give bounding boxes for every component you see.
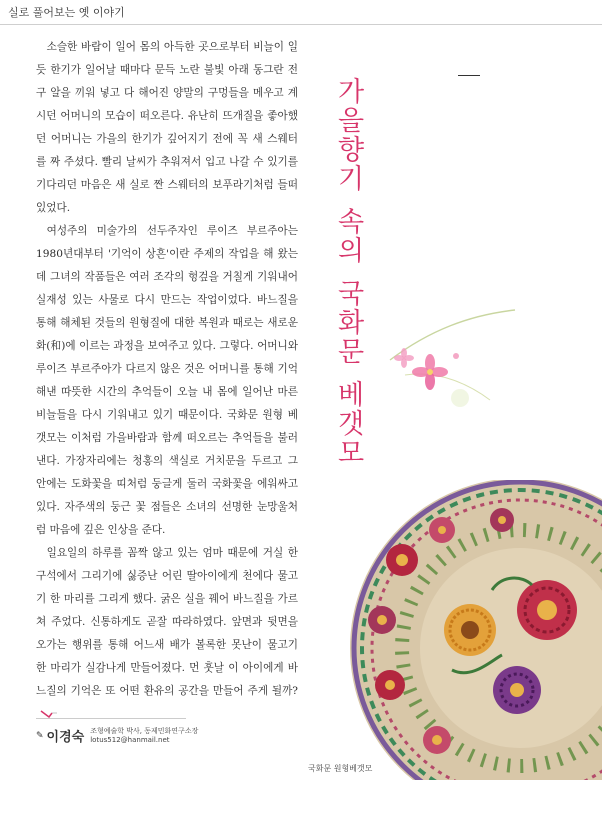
chrysanthemum-pillow-end-image: [342, 480, 602, 780]
author-email[interactable]: lotus512@hanmail.net: [90, 735, 170, 744]
title-char: 속: [337, 207, 365, 238]
paragraph-3: [36, 542, 298, 726]
image-caption: 국화문 원형베갯모: [308, 764, 373, 773]
title-char: 문: [337, 337, 365, 368]
header-divider: [0, 24, 602, 25]
author-divider: [36, 718, 186, 719]
title-char: 베: [337, 380, 365, 411]
needle-end-icon: [40, 710, 58, 718]
title-char: 의: [337, 236, 365, 267]
author-name: 이경숙: [46, 730, 85, 745]
title-char: 국: [337, 279, 365, 310]
title-char: 향: [337, 135, 365, 166]
title-char: 화: [337, 308, 365, 339]
paragraph-3-text: 일요일의 하루를 꼼짝 않고 있는 엄마 때문에 거실 한구석에서 그리기에 싫증난 어린 딸아이에게 천에다 물고기 한 마리를 그리게 했다. 굵은 실을 꿰어 바느질을 가르쳐 주었다. 신통하게도 곧잘 따라하였다. 앞면과 뒷면을 오가는 행위를 통해 어느새 배가 볼록한 못난이 물고기 한 마리가 실감나게 만들어졌다. 먼 훗날 이 아이에게 바느질의 기억은 또 어떤 환유의 공간을 만들어 주게 될까?: [36, 547, 298, 697]
flower-illustration: [360, 300, 520, 430]
title-rule: [458, 75, 480, 76]
author-credit: [36, 726, 198, 745]
title-char: 가: [337, 77, 365, 108]
article-body: [36, 36, 298, 726]
section-title: 실로 풀어보는 옛 이야기: [8, 6, 125, 19]
paragraph-1: 소슬한 바람이 일어 몸의 아득한 곳으로부터 비늘이 일듯 한기가 일어날 때마다 문득 노란 불빛 아래 동그란 전구 알을 끼워 넣고 다 해어진 양말의 구멍들을 메우고 계시던 어머니의 모습이 떠오른다. 유난히 뜨개질을 좋아했던 어머니는 가을의 한기가 깊어지기 전에 꼭 새 스웨터를 짜 주셨다. 빨리 날씨가 추워져서 입고 나갈 수 있기를 기다리던 마음은 새 실로 짠 스웨터의 보푸라기처럼 들떠 있었다.: [36, 41, 298, 214]
pen-icon: ✎: [36, 730, 44, 741]
author-role: 조형예술학 박사, 동제민화연구소장: [90, 726, 199, 735]
paragraph-2: 여성주의 미술가의 선두주자인 루이즈 부르주아는 1980년대부터 '기억이 상흔'이란 주제의 작업을 해 왔는데 그녀의 작품들은 여러 조각의 헝겊을 거칠게 기워내어 실재성 있는 사물로 다시 만드는 작업이었다. 바느질을 통해 해체된 것들의 원형질에 대한 복원과 때로는 새로운 화(和)에 이르는 과정을 보여주고 있다. 그렇다. 어머니와 루이즈 부르주아가 다르지 않은 것은 어머니를 통해 기억해낸 따뜻한 시간의 추억들이 오늘 내 몸에 일어난 마른 비늘들을 다시 기워내고 있기 때문이다. 국화문 원형 베갯모는 이처럼 가을바람과 함께 떠오르는 추억들을 불러낸다. 가장자리에는 청홍의 색실로 거치문을 두르고 그 안에는 도화꽃을 띠처럼 둥글게 둘러 국화꽃을 에워싸고 있다. 자주색의 둥근 꽃 점들은 소녀의 선명한 눈망울처럼 마음에 깊은 인상을 준다.: [36, 225, 298, 536]
title-char: 을: [337, 106, 365, 137]
title-char: 갯: [337, 409, 365, 440]
title-char: 모: [337, 438, 365, 469]
author-details: [90, 727, 198, 745]
title-char: 기: [337, 164, 365, 195]
